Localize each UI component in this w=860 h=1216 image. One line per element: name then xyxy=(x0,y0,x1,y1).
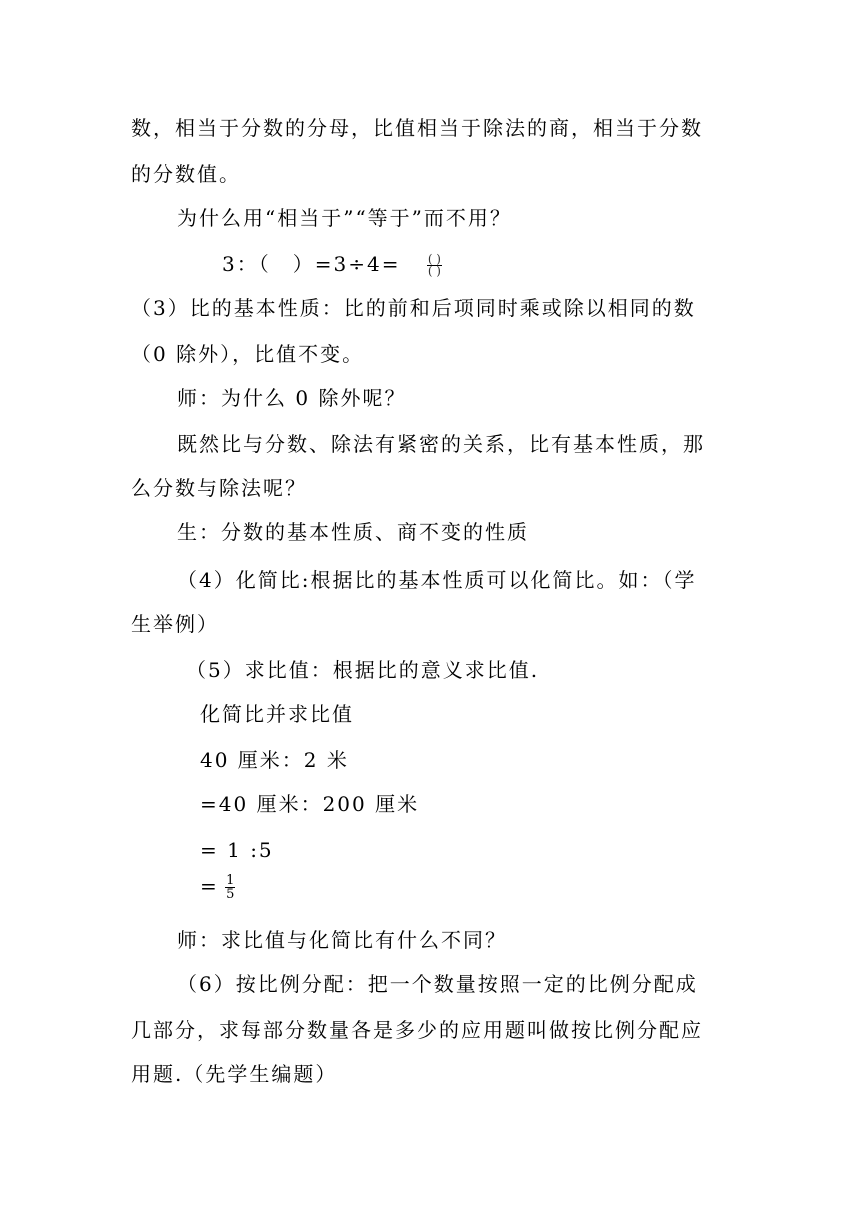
ratio-equation xyxy=(222,250,442,278)
text-line: 生：分数的基本性质、商不变的性质 xyxy=(177,520,529,544)
text-line: （0 除外），比值不变。 xyxy=(131,342,365,366)
text-line: 用题.（先学生编题） xyxy=(131,1062,338,1086)
text-line: 化简比并求比值 xyxy=(200,702,354,726)
text-line: = 1 :5 xyxy=(200,838,274,862)
blank-fraction-denominator: ( ) xyxy=(427,264,441,278)
fraction-denominator: 5 xyxy=(226,887,235,902)
blank-fraction xyxy=(427,254,442,277)
text-line: （5）求比值：根据比的意义求比值. xyxy=(186,658,540,682)
text-line: 数，相当于分数的分母，比值相当于除法的商，相当于分数 xyxy=(131,116,703,140)
text-line: 师：求比值与化简比有什么不同？ xyxy=(177,928,507,952)
text-line: 的分数值。 xyxy=(131,162,241,186)
blank-fraction-numerator: ( ) xyxy=(427,252,441,266)
text-line: 为什么用“相当于”“等于”而不用？ xyxy=(177,206,512,230)
text-line: =40 厘米：200 厘米 xyxy=(200,792,420,816)
text-line: （3）比的基本性质：比的前和后项同时乘或除以相同的数 xyxy=(131,296,696,320)
text-line: 生举例） xyxy=(131,612,219,636)
one-fifth-fraction xyxy=(225,874,235,901)
text-line: 几部分，求每部分数量各是多少的应用题叫做按比例分配应 xyxy=(131,1018,703,1042)
fraction-numerator: 1 xyxy=(226,873,235,888)
text-line: 既然比与分数、除法有紧密的关系，比有基本性质，那 xyxy=(177,432,705,456)
text-line: 40 厘米：2 米 xyxy=(200,748,349,772)
fraction-result xyxy=(200,872,235,901)
equals-sign: = xyxy=(200,874,217,898)
text-line: （4）化简比:根据比的基本性质可以化简比。如：（学 xyxy=(177,568,697,592)
text-line: （6）按比例分配：把一个数量按照一定的比例分配成 xyxy=(177,972,698,996)
text-line: 师：为什么 0 除外呢？ xyxy=(177,386,407,410)
text-line: 么分数与除法呢？ xyxy=(131,476,307,500)
ratio-equation-text: 3：（ ）=3÷4= xyxy=(222,252,401,276)
